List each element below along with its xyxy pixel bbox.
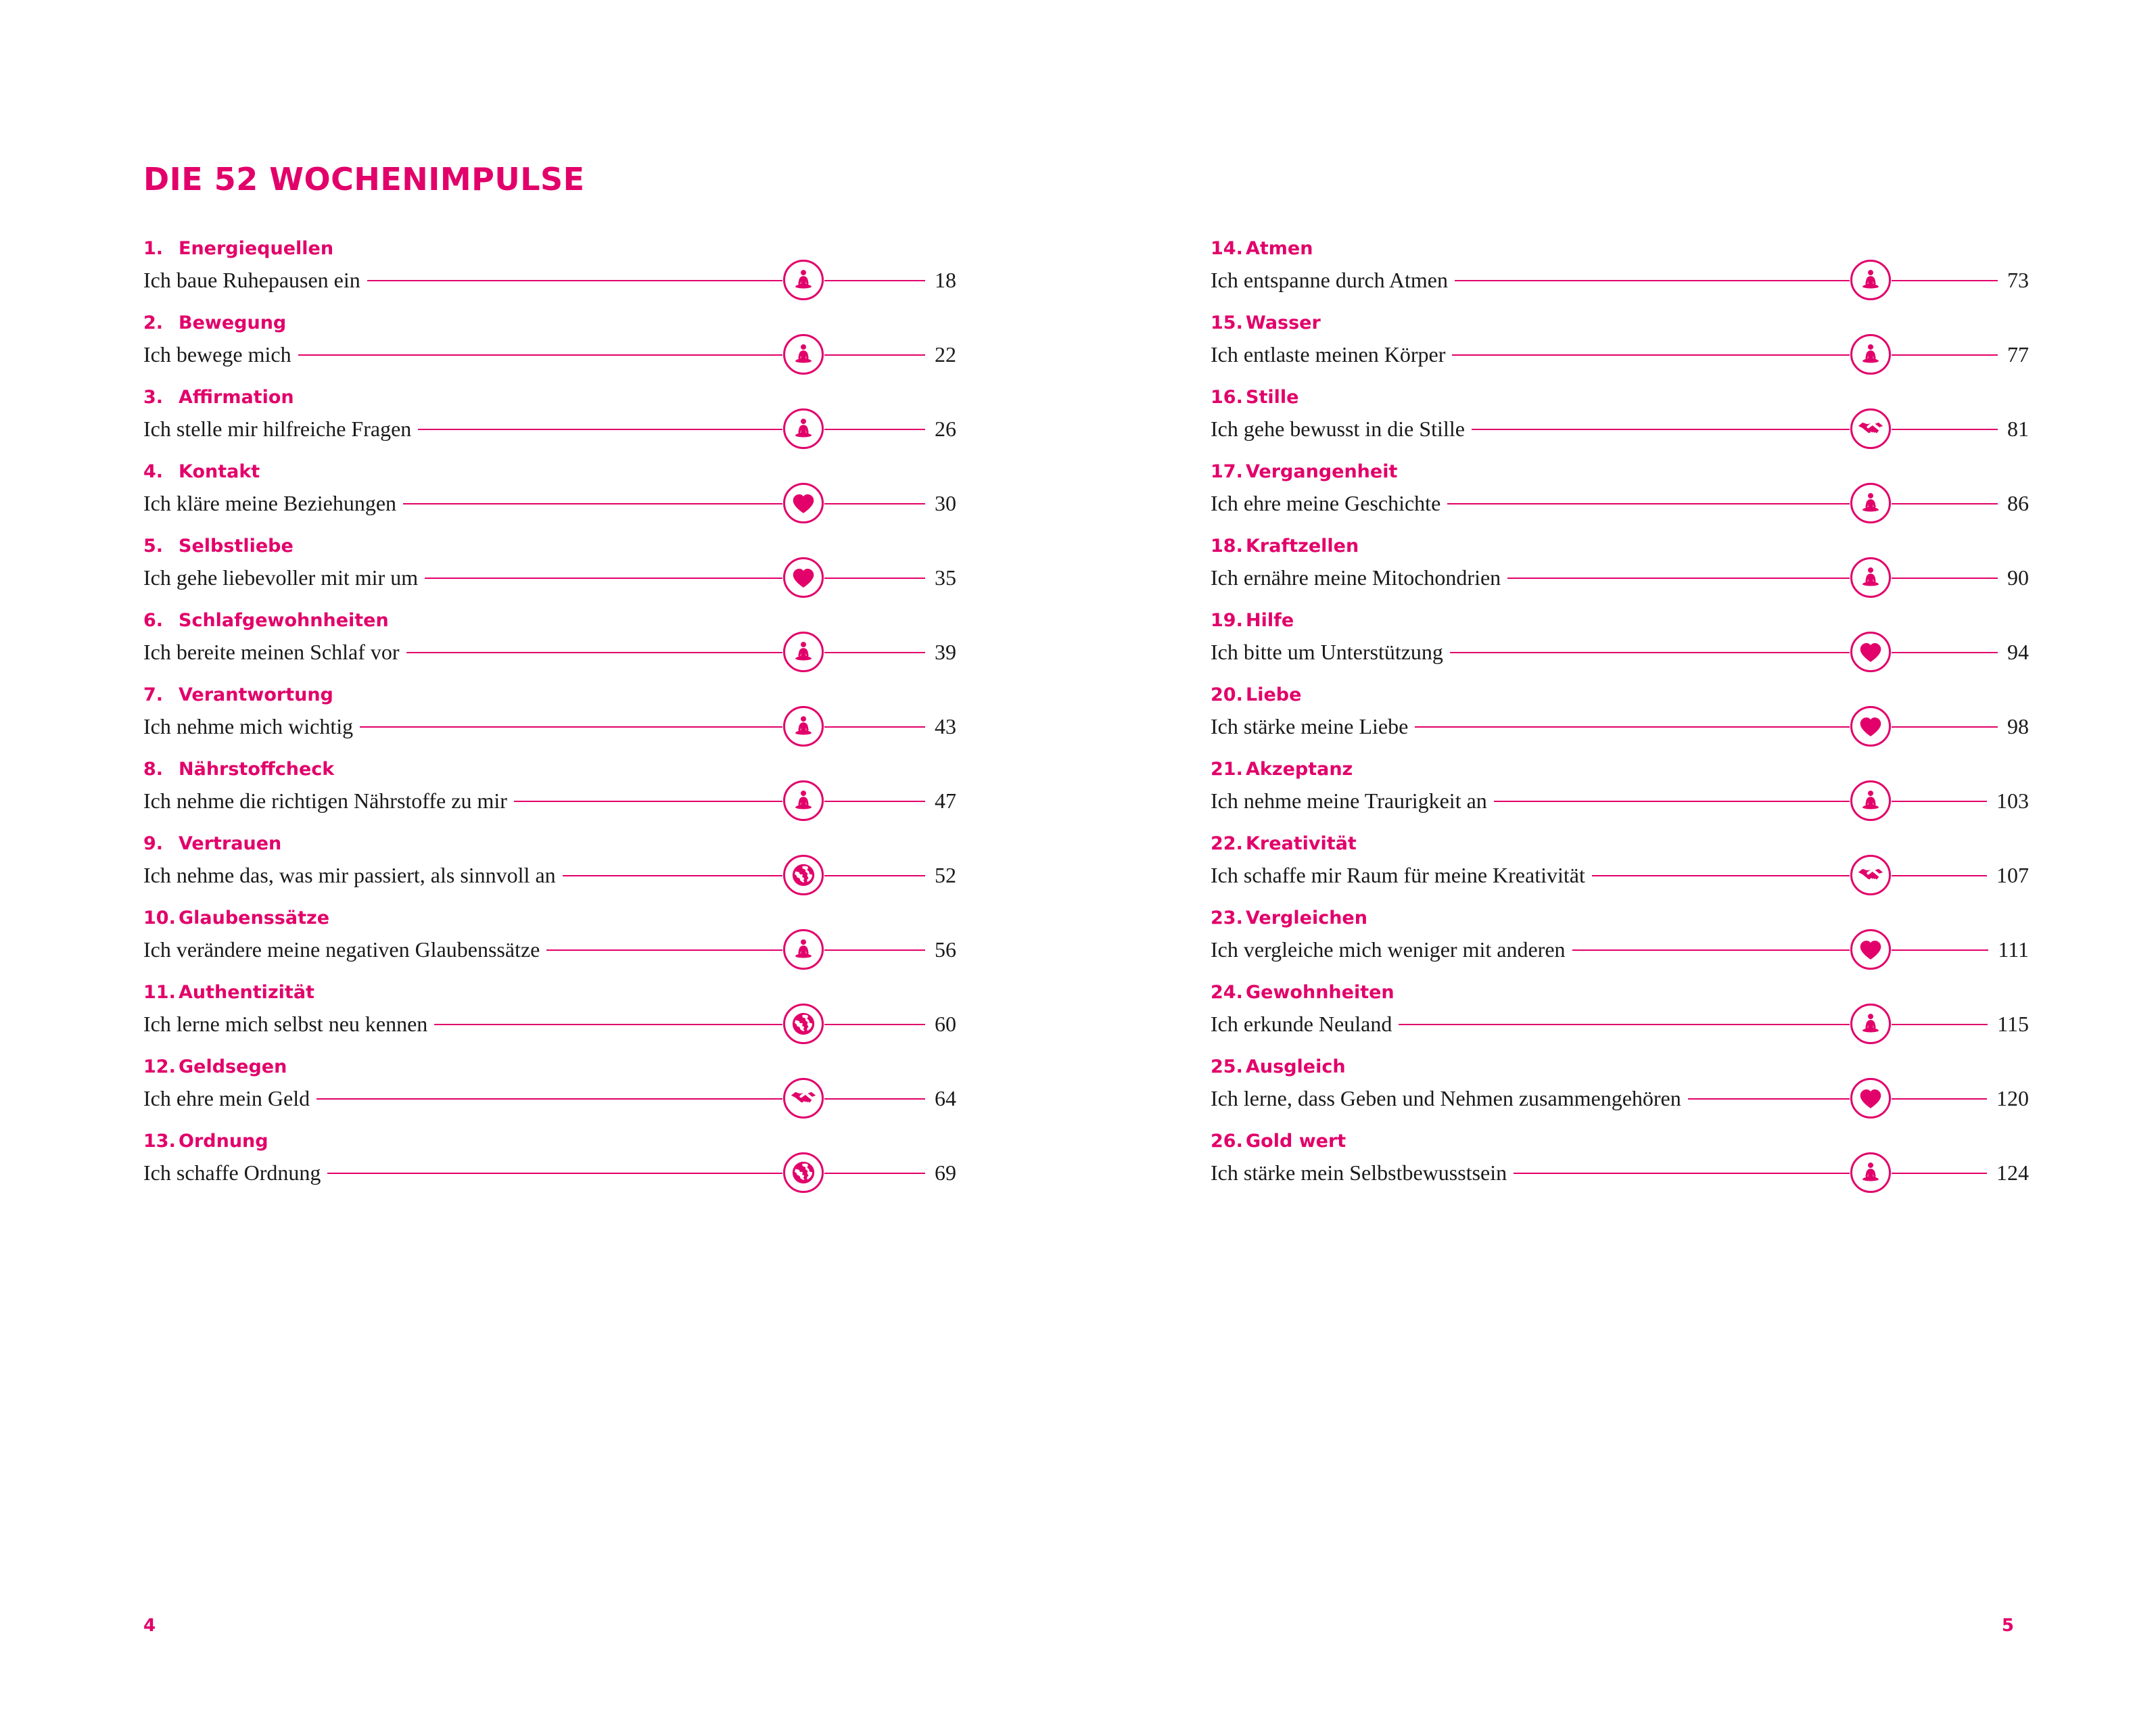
toc-entry-heading [143, 908, 956, 928]
toc-entry-title: Liebe [1246, 684, 1302, 705]
toc-entry[interactable] [143, 1056, 956, 1116]
toc-entry[interactable] [143, 1131, 956, 1190]
toc-entry-page-number: 107 [1987, 864, 2029, 886]
handshake-icon [1850, 408, 1892, 450]
meditation-icon-badge [783, 780, 824, 821]
toc-entry-number: 20. [1211, 684, 1243, 705]
toc-entry-title: Ausgleich [1246, 1056, 1346, 1077]
toc-entry-page-number: 90 [1998, 567, 2029, 588]
toc-entry-subtitle: Ich schaffe Ordnung [143, 1162, 327, 1183]
toc-entry-title: Gewohnheiten [1246, 982, 1395, 1003]
handshake-icon-badge [1850, 855, 1891, 895]
toc-entry-page-number: 115 [1988, 1013, 2029, 1035]
meditation-icon [782, 705, 824, 747]
toc-entry-heading [1211, 908, 2029, 928]
toc-entry-row[interactable] [1211, 1006, 2029, 1041]
toc-entry-heading [1211, 982, 2029, 1003]
toc-entry[interactable] [143, 908, 956, 967]
heart-icon [782, 482, 824, 524]
toc-entry-page-number: 22 [925, 344, 956, 365]
toc-entry-number: 25. [1211, 1056, 1243, 1077]
heart-icon-badge [783, 557, 824, 598]
toc-entry-heading [143, 536, 956, 557]
toc-entry-title: Verantwortung [179, 684, 333, 705]
toc-entry-heading [143, 759, 956, 780]
heart-icon-badge [1850, 706, 1891, 747]
meditation-icon [1850, 259, 1892, 301]
toc-entry-page-number: 111 [1988, 939, 2029, 960]
heart-icon [1850, 631, 1892, 673]
toc-entry-subtitle: Ich nehme das, was mir passiert, als sinnvoll an [143, 864, 563, 886]
toc-entry-row[interactable] [143, 560, 956, 595]
folio-left: 4 [143, 1616, 156, 1636]
heart-icon-badge [1850, 1078, 1891, 1119]
toc-entry-subtitle: Ich stärke meine Liebe [1211, 715, 1415, 737]
toc-entry-title: Glaubenssätze [179, 908, 330, 928]
meditation-icon-badge [1850, 780, 1891, 821]
toc-entry-subtitle: Ich bitte um Unterstützung [1211, 641, 1450, 663]
toc-entry-number: 13. [143, 1131, 176, 1152]
toc-entry-heading [1211, 833, 2029, 854]
toc-entry-row[interactable] [1211, 411, 2029, 446]
toc-entry-subtitle: Ich stärke mein Selbstbewusstsein [1211, 1162, 1514, 1183]
toc-entry-number: 24. [1211, 982, 1243, 1003]
meditation-icon [1850, 557, 1892, 598]
toc-entry-row[interactable] [143, 783, 956, 818]
toc-entry-row[interactable] [143, 337, 956, 372]
toc-entry-title: Wasser [1246, 312, 1321, 333]
toc-entry-subtitle: Ich verändere meine negativen Glaubenssätze [143, 939, 546, 960]
toc-entry-title: Stille [1246, 387, 1299, 408]
toc-entry[interactable] [1211, 684, 2029, 744]
toc-entry[interactable] [1211, 610, 2029, 669]
toc-entry-title: Affirmation [179, 387, 294, 408]
toc-entry-row[interactable] [1211, 857, 2029, 893]
toc-entry[interactable] [143, 684, 956, 744]
toc-entry-subtitle: Ich bewege mich [143, 344, 298, 365]
toc-entry-number: 17. [1211, 461, 1243, 482]
toc-entry-row[interactable] [143, 932, 956, 967]
meditation-icon [782, 780, 824, 822]
toc-entry-number: 23. [1211, 908, 1243, 928]
toc-entry-row[interactable] [1211, 486, 2029, 521]
toc-entry-subtitle: Ich vergleiche mich weniger mit anderen [1211, 939, 1572, 960]
meditation-icon [1850, 1003, 1892, 1045]
toc-entry-row[interactable] [143, 486, 956, 521]
meditation-icon-badge [1850, 483, 1891, 523]
toc-entry-number: 15. [1211, 312, 1243, 333]
toc-entry-row[interactable] [1211, 709, 2029, 744]
toc-entry-number: 10. [143, 908, 176, 928]
heart-icon [1850, 1077, 1892, 1119]
toc-entry[interactable] [143, 982, 956, 1041]
toc-entry-page-number: 18 [925, 269, 956, 291]
meditation-icon [782, 928, 824, 970]
toc-entry-title: Atmen [1246, 238, 1313, 259]
toc-entry-heading [143, 833, 956, 854]
toc-entry-title: Geldsegen [179, 1056, 287, 1077]
toc-entry-title: Schlafgewohnheiten [179, 610, 389, 631]
heart-icon-badge [1850, 929, 1891, 970]
toc-entry-title: Vergangenheit [1246, 461, 1398, 482]
folio-right: 5 [2001, 1616, 2014, 1636]
toc-entry-heading [1211, 536, 2029, 557]
toc-entry-page-number: 86 [1998, 492, 2029, 514]
toc-entry-heading [143, 312, 956, 333]
toc-entry-row[interactable] [143, 634, 956, 669]
meditation-icon-badge [1850, 1004, 1891, 1044]
toc-entry[interactable] [1211, 1056, 2029, 1116]
toc-entry-heading [1211, 684, 2029, 705]
globe-icon-badge [783, 1152, 824, 1193]
toc-entry-page-number: 69 [925, 1162, 956, 1183]
meditation-icon-badge [1850, 557, 1891, 598]
toc-entry-subtitle: Ich schaffe mir Raum für meine Kreativität [1211, 864, 1592, 886]
toc-entry[interactable] [143, 536, 956, 595]
toc-entry-page-number: 43 [925, 715, 956, 737]
toc-entry-number: 19. [1211, 610, 1243, 631]
toc-entry-number: 4. [143, 461, 164, 482]
toc-entry-page-number: 47 [925, 790, 956, 812]
heart-icon-badge [1850, 632, 1891, 672]
toc-entry[interactable] [1211, 387, 2029, 446]
toc-entry-row[interactable] [143, 262, 956, 298]
toc-entry-page-number: 120 [1987, 1087, 2029, 1109]
meditation-icon-badge [1850, 334, 1891, 375]
toc-entry-page-number: 30 [925, 492, 956, 514]
toc-entry[interactable] [1211, 1131, 2029, 1190]
toc-entry-heading [1211, 610, 2029, 631]
meditation-icon [782, 631, 824, 673]
toc-entry-page-number: 73 [1998, 269, 2029, 291]
meditation-icon [1850, 482, 1892, 524]
toc-entry[interactable] [143, 610, 956, 669]
toc-entry-number: 14. [1211, 238, 1243, 259]
toc-entry-subtitle: Ich erkunde Neuland [1211, 1013, 1399, 1035]
toc-entry-subtitle: Ich bereite meinen Schlaf vor [143, 641, 406, 663]
toc-entry[interactable] [1211, 312, 2029, 372]
handshake-icon-badge [783, 1078, 824, 1119]
toc-entry-subtitle: Ich ehre meine Geschichte [1211, 492, 1447, 514]
toc-entry-page-number: 60 [925, 1013, 956, 1035]
heart-icon [1850, 928, 1892, 970]
toc-entry-heading [1211, 1131, 2029, 1152]
toc-entry[interactable] [143, 387, 956, 446]
toc-entry-title: Energiequellen [179, 238, 334, 259]
toc-entry-subtitle: Ich entlaste meinen Körper [1211, 344, 1452, 365]
toc-entry-number: 11. [143, 982, 176, 1003]
toc-entry-page-number: 35 [925, 567, 956, 588]
heart-icon [1850, 705, 1892, 747]
toc-entry-title: Vergleichen [1246, 908, 1367, 928]
toc-entry[interactable] [1211, 461, 2029, 521]
toc-entry-heading [143, 982, 956, 1003]
toc-entry-subtitle: Ich lerne, dass Geben und Nehmen zusammengehören [1211, 1087, 1688, 1109]
toc-entry-number: 5. [143, 536, 164, 557]
toc-entry-page-number: 94 [1998, 641, 2029, 663]
toc-entry-row[interactable] [143, 1155, 956, 1190]
toc-entry[interactable] [143, 759, 956, 818]
toc-entry-row[interactable] [1211, 560, 2029, 595]
toc-entry-heading [143, 1056, 956, 1077]
toc-entry-heading [1211, 461, 2029, 482]
meditation-icon-badge [1850, 1152, 1891, 1193]
toc-entry-subtitle: Ich nehme die richtigen Nährstoffe zu mir [143, 790, 514, 812]
toc-entry-page-number: 64 [925, 1087, 956, 1109]
toc-entry-subtitle: Ich ehre mein Geld [143, 1087, 317, 1109]
toc-entry-row[interactable] [143, 857, 956, 893]
toc-entry-title: Kontakt [179, 461, 260, 482]
toc-entry-heading [143, 1131, 956, 1152]
globe-icon-badge [783, 1004, 824, 1044]
toc-entry-number: 3. [143, 387, 164, 408]
toc-entry-number: 7. [143, 684, 164, 705]
toc-entry-number: 8. [143, 759, 164, 780]
toc-entry-row[interactable] [143, 1006, 956, 1041]
meditation-icon-badge [783, 706, 824, 747]
toc-entry[interactable] [1211, 759, 2029, 818]
toc-entry[interactable] [1211, 238, 2029, 298]
meditation-icon [782, 333, 824, 375]
toc-entry-row[interactable] [1211, 634, 2029, 669]
toc-entry[interactable] [1211, 536, 2029, 595]
toc-entry-subtitle: Ich entspanne durch Atmen [1211, 269, 1455, 291]
toc-entry-heading [1211, 759, 2029, 780]
toc-entry-number: 6. [143, 610, 164, 631]
handshake-icon-badge [1850, 408, 1891, 449]
meditation-icon-badge [783, 632, 824, 672]
toc-entry[interactable] [1211, 982, 2029, 1041]
toc-entry-heading [1211, 1056, 2029, 1077]
toc-entry-heading [143, 610, 956, 631]
toc-entry-page-number: 98 [1998, 715, 2029, 737]
toc-entry-page-number: 56 [925, 939, 956, 960]
globe-icon [782, 854, 824, 896]
toc-entry-row[interactable] [1211, 1081, 2029, 1116]
globe-icon [782, 1003, 824, 1045]
toc-entry-title: Akzeptanz [1246, 759, 1353, 780]
toc-entry-row[interactable] [1211, 1155, 2029, 1190]
toc-entry-title: Vertrauen [179, 833, 282, 854]
toc-entry-page-number: 39 [925, 641, 956, 663]
toc-entry-row[interactable] [143, 709, 956, 744]
globe-icon [782, 1152, 824, 1194]
toc-entry-page-number: 103 [1987, 790, 2029, 812]
toc-entry-subtitle: Ich stelle mir hilfreiche Fragen [143, 418, 418, 440]
heart-icon [782, 557, 824, 598]
meditation-icon-badge [783, 408, 824, 449]
handshake-icon [782, 1077, 824, 1119]
toc-entry-heading [143, 684, 956, 705]
toc-entry-subtitle: Ich baue Ruhepausen ein [143, 269, 367, 291]
heart-icon-badge [783, 483, 824, 523]
toc-entry-row[interactable] [1211, 262, 2029, 298]
toc-entry-title: Kreativität [1246, 833, 1357, 854]
toc-entry-subtitle: Ich nehme meine Traurigkeit an [1211, 790, 1494, 812]
toc-entry-subtitle: Ich nehme mich wichtig [143, 715, 360, 737]
toc-entry-page-number: 81 [1998, 418, 2029, 440]
meditation-icon [1850, 1152, 1892, 1194]
toc-entry-title: Nährstoffcheck [179, 759, 335, 780]
meditation-icon-badge [783, 260, 824, 300]
toc-entry[interactable] [143, 461, 956, 521]
toc-entry-number: 22. [1211, 833, 1243, 854]
toc-entry-heading [1211, 387, 2029, 408]
toc-entry-row[interactable] [143, 411, 956, 446]
toc-entry-subtitle: Ich lerne mich selbst neu kennen [143, 1013, 434, 1035]
toc-entry-page-number: 124 [1987, 1162, 2029, 1183]
toc-entry-subtitle: Ich gehe bewusst in die Stille [1211, 418, 1472, 440]
toc-entry-page-number: 77 [1998, 344, 2029, 365]
toc-entry-heading [143, 387, 956, 408]
toc-entry[interactable] [1211, 908, 2029, 967]
toc-entry-row[interactable] [143, 1081, 956, 1116]
toc-entry-row[interactable] [1211, 932, 2029, 967]
toc-entry-number: 2. [143, 312, 164, 333]
toc-columns [0, 238, 2156, 1205]
toc-entry-title: Authentizität [179, 982, 314, 1003]
toc-entry-number: 26. [1211, 1131, 1243, 1152]
toc-entry-number: 1. [143, 238, 164, 259]
toc-entry-heading [143, 238, 956, 259]
toc-entry[interactable] [143, 238, 956, 298]
toc-entry-subtitle: Ich kläre meine Beziehungen [143, 492, 403, 514]
meditation-icon-badge [783, 334, 824, 375]
handshake-icon [1850, 854, 1892, 896]
toc-entry-subtitle: Ich ernähre meine Mitochondrien [1211, 567, 1507, 588]
meditation-icon-badge [1850, 260, 1891, 300]
globe-icon-badge [783, 855, 824, 895]
toc-entry-number: 9. [143, 833, 164, 854]
toc-entry-title: Kraftzellen [1246, 536, 1359, 557]
toc-entry-row[interactable] [1211, 337, 2029, 372]
toc-entry-heading [143, 461, 956, 482]
toc-entry-row[interactable] [1211, 783, 2029, 818]
toc-entry-page-number: 52 [925, 864, 956, 886]
page-title: DIE 52 WOCHENIMPULSE [143, 161, 585, 197]
toc-entry-title: Hilfe [1246, 610, 1294, 631]
toc-entry-page-number: 26 [925, 418, 956, 440]
toc-entry-number: 16. [1211, 387, 1243, 408]
toc-entry-title: Ordnung [179, 1131, 268, 1152]
toc-entry-title: Bewegung [179, 312, 287, 333]
meditation-icon [1850, 333, 1892, 375]
toc-entry-subtitle: Ich gehe liebevoller mit mir um [143, 567, 425, 588]
toc-entry-title: Selbstliebe [179, 536, 294, 557]
toc-entry-heading [1211, 312, 2029, 333]
toc-entry[interactable] [143, 312, 956, 372]
toc-entry[interactable] [143, 833, 956, 893]
meditation-icon [1850, 780, 1892, 822]
toc-entry[interactable] [1211, 833, 2029, 893]
meditation-icon [782, 408, 824, 450]
meditation-icon-badge [783, 929, 824, 970]
toc-entry-title: Gold wert [1246, 1131, 1346, 1152]
toc-entry-number: 18. [1211, 536, 1243, 557]
toc-entry-number: 21. [1211, 759, 1243, 780]
meditation-icon [782, 259, 824, 301]
toc-entry-heading [1211, 238, 2029, 259]
toc-entry-number: 12. [143, 1056, 176, 1077]
